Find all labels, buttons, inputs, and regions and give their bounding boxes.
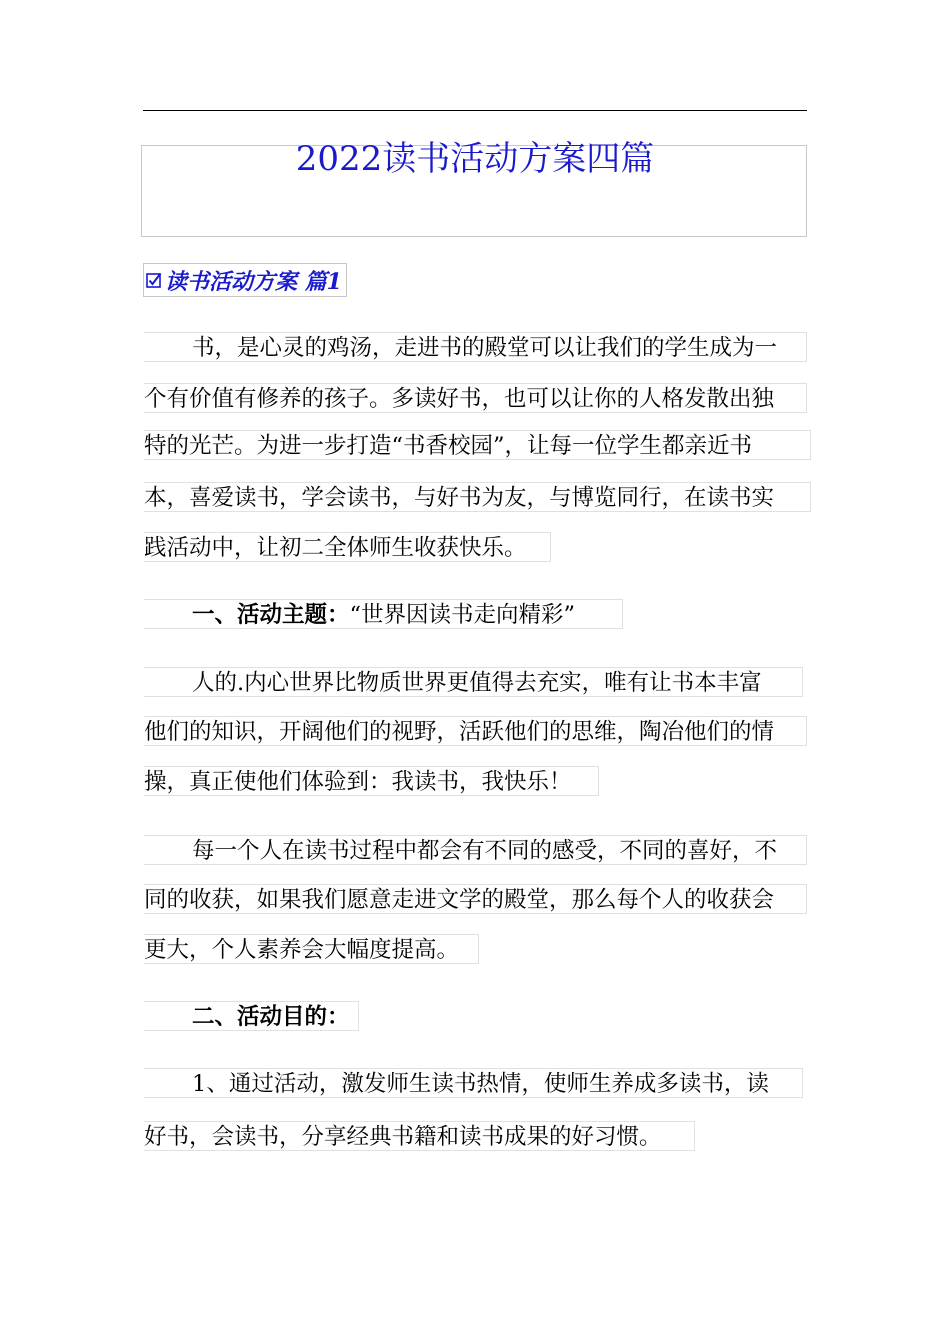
paragraph-line: 1、通过活动，激发师生读书热情，使师生养成多读书，读 [143,1068,803,1098]
page-title: 2022读书活动方案四篇 [295,139,655,179]
theme-value: “世界因读书走向精彩” [349,602,576,628]
checkbox-icon [146,272,162,288]
paragraph-line: 本，喜爱读书，学会读书，与好书为友，与博览同行，在读书实 [143,482,811,512]
paragraph-line: 每一个人在读书过程中都会有不同的感受，不同的喜好，不 [143,835,807,865]
paragraph-line: 好书，会读书，分享经典书籍和读书成果的好习惯。 [143,1121,695,1151]
paragraph-line: 操，真正使他们体验到：我读书，我快乐！ [143,766,599,796]
purpose-label: 二、活动目的： [192,1004,350,1030]
theme-line [143,599,623,629]
paragraph-line: 个有价值有修养的孩子。多读好书，也可以让你的人格发散出独 [143,383,807,413]
section-heading [143,263,347,297]
paragraph-line: 践活动中，让初二全体师生收获快乐。 [143,532,551,562]
paragraph-line: 书，是心灵的鸡汤，走进书的殿堂可以让我们的学生成为一 [143,332,807,362]
paragraph-line: 他们的知识，开阔他们的视野，活跃他们的思维，陶冶他们的情 [143,716,807,746]
paragraph-line: 更大，个人素养会大幅度提高。 [143,934,479,964]
theme-label: 一、活动主题： [192,602,350,628]
top-rule [143,110,807,111]
paragraph-line: 特的光芒。为进一步打造“书香校园”，让每一位学生都亲近书 [143,430,811,460]
paragraph-line: 同的收获，如果我们愿意走进文学的殿堂，那么每个人的收获会 [143,884,807,914]
section-heading-text: 读书活动方案 篇1 [165,268,342,295]
paragraph-line: 人的.内心世界比物质世界更值得去充实，唯有让书本丰富 [143,667,803,697]
purpose-line [143,1001,359,1031]
